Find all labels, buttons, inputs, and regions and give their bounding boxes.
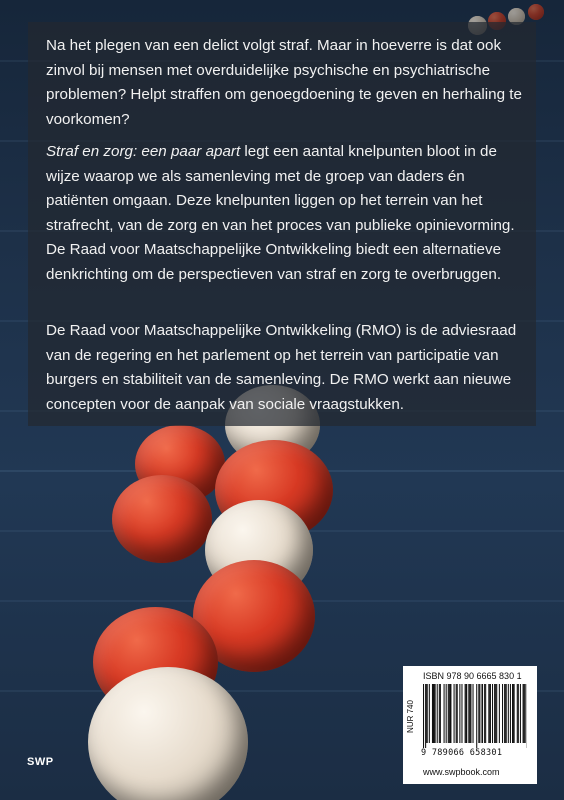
publisher-logo: SWP — [27, 756, 54, 768]
blurb-paragraph-1: Na het plegen van een delict volgt straf. Maar in hoeverre is dat ook zinvol bij mensen met overduidelijke psychische en psychiatrische problemen? Helpt straffen om genoegdoening te geven en herhaling te voorkomen? — [46, 37, 522, 128]
website-url: www.swpbook.com — [423, 767, 500, 777]
barcode-box — [403, 666, 537, 784]
book-title-italic: Straf en zorg: een paar apart — [46, 143, 241, 160]
nur-label: NUR 740 — [405, 700, 415, 733]
blurb-paragraph-2-text: legt een aantal knelpunten bloot in de wijze waarop we als samenleving met de groep van daders én patiënten omgaan. Deze knelpunten liggen op het terrein van het strafrecht, van de zorg en van het proces van publieke opinievorming. De Raad voor Maatschappelijke Ontwikkeling biedt een alternatieve denkrichting om de perspectieven van straf en zorg te overbruggen. — [46, 143, 515, 283]
isbn-label: ISBN 978 90 6665 830 1 — [423, 671, 522, 681]
blurb-panel — [28, 22, 536, 426]
blurb-paragraph-2 — [46, 140, 528, 287]
blurb-paragraph-3: De Raad voor Maatschappelijke Ontwikkeling (RMO) is de adviesraad van de regering en het parlement op het terrein van participatie van burgers en stabiliteit van de samenleving. De RMO werkt aan nieuwe concepten voor de aanpak van sociale vraagstukken. — [46, 322, 517, 413]
ean-barcode — [423, 684, 527, 748]
ean-digits: 9 789066 658301 — [421, 748, 503, 758]
